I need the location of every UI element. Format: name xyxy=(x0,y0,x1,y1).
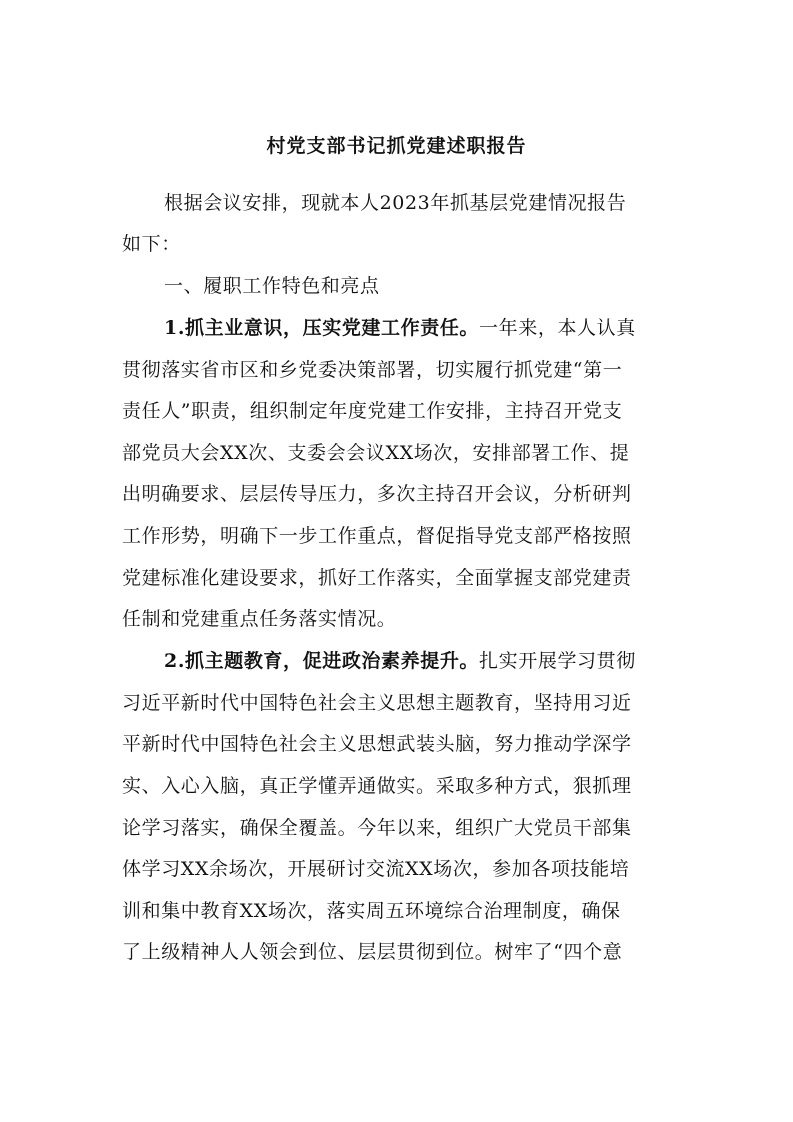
intro-line-2: 如下： xyxy=(122,233,181,255)
item2-line: 论学习落实，确保全覆盖。今年以来，组织广大党员干部集 xyxy=(122,817,632,839)
item2-line: 平新时代中国特色社会主义思想武装头脑，努力推动学深学 xyxy=(122,733,632,755)
item1-line: 工作形势，明确下一步工作重点，督促指导党支部严格按照 xyxy=(122,525,632,547)
item1-line: 出明确要求、层层传导压力，多次主持召开会议，分析研判 xyxy=(122,483,632,505)
item1-line: 责任人”职责，组织制定年度党建工作安排，主持召开党支 xyxy=(122,400,623,422)
item2-line: 了上级精神人人领会到位、层层贯彻到位。树牢了“四个意 xyxy=(122,941,623,963)
item2-line: 习近平新时代中国特色社会主义思想主题教育，坚持用习近 xyxy=(122,692,632,714)
item1-line: 贯彻落实省市区和乡党委决策部署，切实履行抓党建“第一 xyxy=(122,359,623,381)
intro-line-1: 根据会议安排，现就本人2023年抓基层党建情况报告 xyxy=(164,192,627,214)
item2-line: 实、入心入脑，真正学懂弄通做实。采取多种方式，狠抓理 xyxy=(122,775,632,797)
item2-first-line xyxy=(164,648,674,674)
item2-line: 训和集中教育XX场次，落实周五环境综合治理制度，确保 xyxy=(122,900,621,922)
item1-first-line xyxy=(164,315,674,341)
item1-line: 党建标准化建设要求，抓好工作落实，全面掌握支部党建责 xyxy=(122,567,632,589)
item1-first-line-rest: 一年来，本人认真 xyxy=(479,317,636,339)
item1-line: 任制和党建重点任务落实情况。 xyxy=(122,608,397,630)
document-title: 村党支部书记抓党建述职报告 xyxy=(266,135,527,157)
item2-first-line-rest: 扎实开展学习贯彻 xyxy=(479,650,636,672)
item2-line: 体学习XX余场次，开展研讨交流XX场次，参加各项技能培 xyxy=(122,858,630,880)
item1-line: 部党员大会XX次、支委会会议XX场次，安排部署工作、提 xyxy=(122,442,630,464)
item1-heading: 1.抓主业意识，压实党建工作责任。 xyxy=(164,317,480,339)
item2-heading: 2.抓主题教育，促进政治素养提升。 xyxy=(164,650,480,672)
section-heading: 一、履职工作特色和亮点 xyxy=(164,275,380,297)
